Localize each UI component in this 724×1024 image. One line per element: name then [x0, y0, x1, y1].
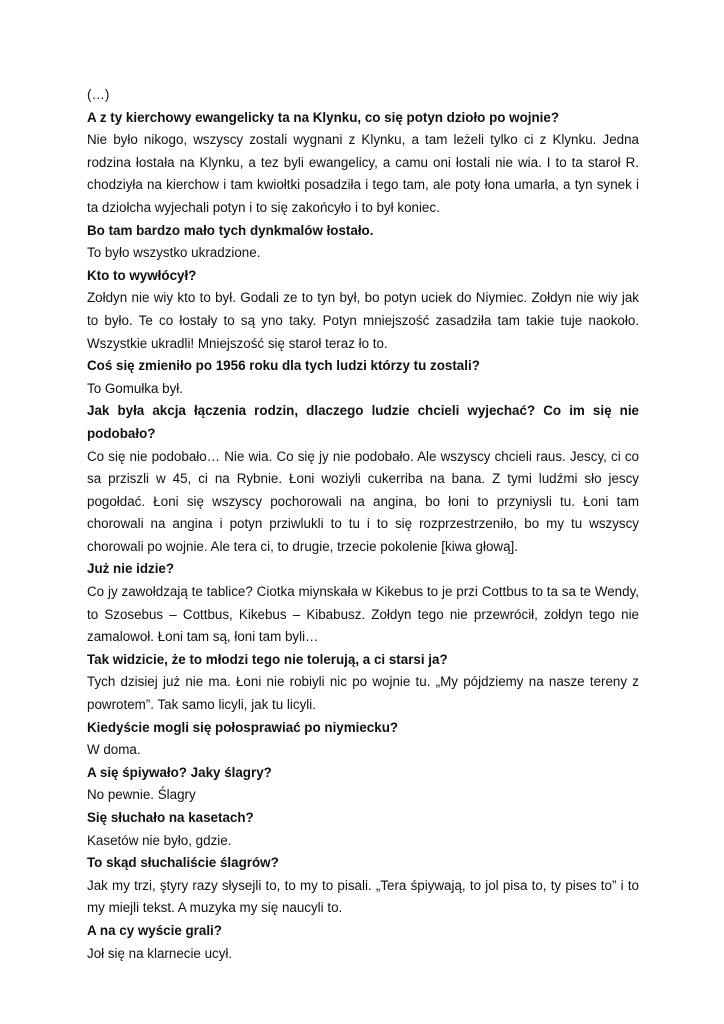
interview-answer: Tych dzisiej już nie ma. Łoni nie robiyli nic po wojnie tu. „My pójdziemy na nasze tereny z powrotem”. Tak samo licyli, jak tu licyli. [87, 674, 639, 713]
interview-question: Tak widzicie, że to młodzi tego nie tolerują, a ci starsi ja? [87, 651, 448, 667]
interview-question: Bo tam bardzo mało tych dynkmalów łostało. [87, 222, 374, 238]
interview-answer: Joł się na klarnecie ucył. [87, 945, 233, 961]
interview-question: Już nie idzie? [87, 561, 175, 577]
interview-answer: Co jy zawołdzają te tablice? Ciotka miynskała w Kikebus to je przi Cottbus to ta sa te Wendy, to Szosebus – Cottbus, Kikebus – Kibabusz. Zołdyn tego nie przewrócił, zołdyn tego nie zamalowoł. Łoni tam są, łoni tam byli… [87, 584, 639, 645]
interview-answer: Nie było nikogo, wszyscy zostali wygnani z Klynku, a tam leżeli tylko ci z Klynku. Jedna rodzina łostała na Klynku, a tez byli ewangelicy, a camu oni łostali nie wia. I to ta staroł R. chodziyła na kierchow i tam kwiołtki posadziła i tego tam, ale poty łona umarła, a tyn synek i ta dziołcha wyjechali potyn i to się zakońcyło i to był koniec. [87, 132, 639, 215]
interview-answer: To było wszystko ukradzione. [87, 245, 261, 261]
interview-question: Się słuchało na kasetach? [87, 810, 254, 825]
interview-answer: Co się nie podobało… Nie wia. Co się jy nie podobało. Ale wszyscy chcieli raus. Jescy, ci co sa prziszli w 45, ci na Rybnie. Łoni woziyli cukerriba na bana. Z tymi ludźmi sło jescy pogołdać. Łoni się wszyscy pochorowali na angina, bo łoni to przyniysli tu. Łoni tam chorowali na angina i potyn prziwlukli to tu i to się rozprzestrzeniło, bo my tu wszyscy chorowali po wojnie. Ale tera ci, to drugie, trzecie pokolenie [kiwa głową]. [87, 448, 639, 554]
interview-question: A na cy wyście grali? [87, 922, 222, 938]
interview-question: Kto to wywłócył? [87, 267, 197, 283]
interview-question: To skąd słuchaliście ślagrów? [87, 855, 279, 871]
interview-answer: W doma. [87, 742, 141, 758]
interview-answer: Kasetów nie było, gdzie. [87, 832, 232, 848]
interview-question: A się śpiywało? Jaky ślagry? [87, 764, 272, 780]
interview-answer: No pewnie. Ślagry [87, 787, 196, 803]
interview-answer: To Gomułka był. [87, 380, 184, 396]
interview-answer: Jak my trzi, ştyry razy słysejli to, to my to pisali. „Tera śpiywają, to jol pisa to, ty pises to” i to my miejli tekst. A muzyka my się naucyli to. [87, 877, 639, 916]
interview-transcript [87, 107, 639, 966]
interview-answer: Zołdyn nie wiy kto to był. Godali ze to tyn był, bo potyn uciek do Niymiec. Zołdyn nie wiy jak to było. Te co łostały to są yno taky. Potyn mniejszość zasadziła tam takie tuje naokoło. Wszystkie ukradli! Mniejszość się staroł teraz ło to. [87, 290, 639, 351]
ellipsis-marker: (…) [87, 87, 110, 102]
interview-question: Coś się zmieniło po 1956 roku dla tych ludzi którzy tu zostali? [87, 358, 480, 374]
interview-question: A z ty kierchowy ewangelicky ta na Klynku, co się potyn dzioło po wojnie? [87, 109, 559, 125]
interview-question: Jak była akcja łączenia rodzin, dlaczego ludzie chcieli wyjechać? Co im się nie podobało? [87, 403, 639, 441]
interview-question: Kiedyście mogli się połosprawiać po niymiecku? [87, 719, 399, 735]
document-page [87, 84, 639, 965]
